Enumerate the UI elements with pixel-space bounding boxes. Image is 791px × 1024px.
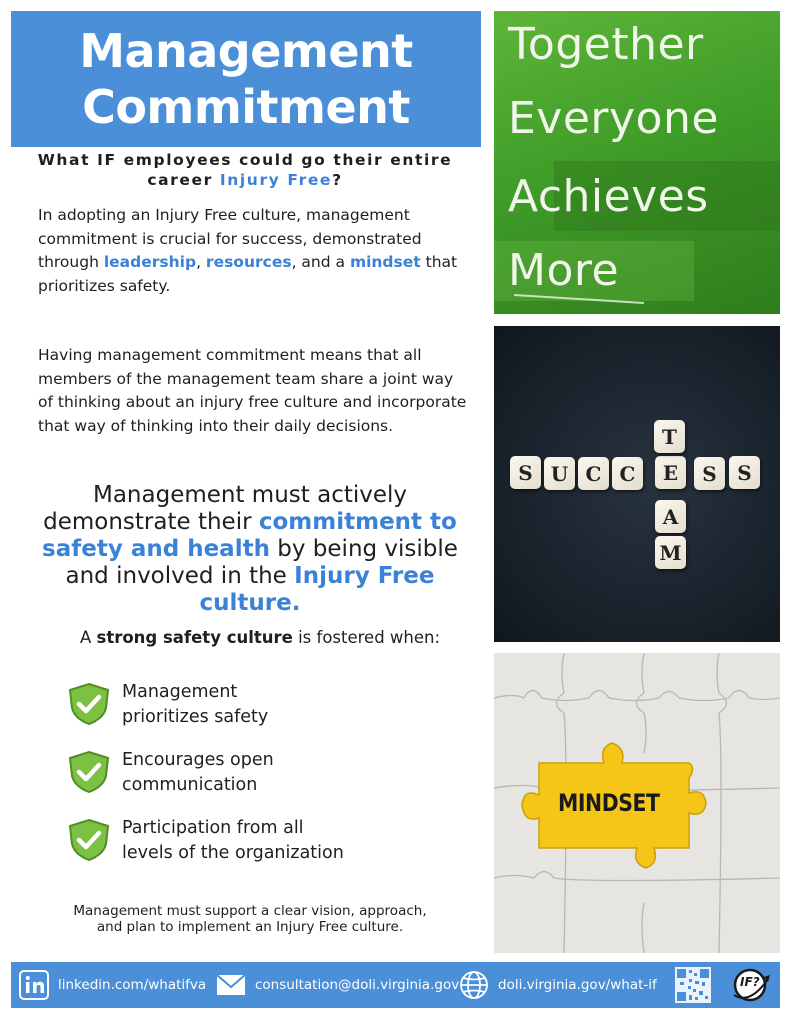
- linkedin-icon: [19, 970, 49, 1000]
- checklist-item: [66, 816, 466, 876]
- email-link[interactable]: consultation@doli.virginia.gov: [255, 977, 460, 993]
- title-banner: [11, 11, 481, 147]
- checklist-line-1: Encourages open: [122, 750, 274, 770]
- callout-statement: [30, 482, 470, 617]
- checklist-line-1: Participation from all: [122, 818, 304, 838]
- checklist-text: [122, 816, 442, 866]
- para1-bold-leadership: leadership: [103, 253, 197, 271]
- intro-paragraph: [38, 204, 468, 298]
- para1-bold-mindset: mindset: [349, 253, 421, 271]
- checklist-text: [122, 680, 442, 730]
- footer-bar: [11, 962, 780, 1008]
- callout-text-1: Management must actively demonstrate their: [43, 482, 408, 535]
- linkedin-link[interactable]: linkedin.com/whatifva: [58, 977, 207, 993]
- if-logo: [730, 962, 772, 1008]
- closing-statement: Management must support a clear vision, approach, and plan to implement an Injury Free culture.: [73, 903, 427, 935]
- together-everyone-achieves-more-image: [494, 11, 780, 314]
- checklist-line-2: levels of the organization: [122, 843, 344, 863]
- website-link[interactable]: doli.virginia.gov/what-if: [498, 977, 657, 993]
- title-line-1: Management: [79, 24, 413, 78]
- letter-tile: C: [612, 457, 643, 490]
- subtitle-end: ?: [332, 171, 343, 189]
- footer-website[interactable]: [459, 962, 657, 1008]
- letter-tile: U: [544, 457, 575, 490]
- fostered-bold: strong safety culture: [96, 628, 293, 647]
- puzzle-label: MINDSET: [558, 789, 660, 817]
- checklist-item: [66, 748, 466, 808]
- if-logo-text: IF?: [740, 975, 760, 989]
- second-paragraph: Having management commitment means that all members of the management team share a joint way of thinking about an injury free culture and incorporate that way of thinking into their daily decisions.: [38, 346, 467, 435]
- fostered-heading: [40, 628, 480, 647]
- callout-bold-2: Injury Free culture.: [199, 563, 435, 616]
- checklist-text: [122, 748, 442, 798]
- footer-linkedin[interactable]: [19, 962, 206, 1008]
- para1-text-4: that prioritizes safety.: [38, 253, 458, 295]
- para1-text-2: ,: [196, 253, 206, 271]
- para1-text-1: In adopting an Injury Free culture, management commitment is crucial for success, demonstrated through: [38, 206, 422, 271]
- letter-tile: M: [655, 536, 686, 569]
- subtitle-highlight: Injury Free: [219, 171, 333, 189]
- letter-tile: S: [729, 456, 760, 489]
- callout-bold-1: commitment to safety and health: [42, 509, 457, 562]
- mindset-puzzle-image: [494, 653, 780, 953]
- footer-email[interactable]: [216, 962, 459, 1008]
- fostered-text-2: is fostered when:: [292, 628, 441, 647]
- globe-icon: [459, 970, 489, 1000]
- check-shield-icon: [66, 818, 112, 862]
- letter-tile: A: [655, 500, 686, 533]
- fostered-text-1: A: [79, 628, 97, 647]
- letter-tile: E: [655, 456, 686, 489]
- check-shield-icon: [66, 682, 112, 726]
- para1-bold-resources: resources: [205, 253, 292, 271]
- chalk-word: Achieves: [508, 171, 709, 222]
- success-team-tiles-image: [494, 326, 780, 642]
- letter-tile: T: [654, 420, 685, 453]
- checklist-item: [66, 680, 466, 740]
- chalk-word: Together: [508, 19, 704, 70]
- callout-text-2: by being visible and involved in the: [65, 536, 458, 589]
- letter-tile: S: [694, 457, 725, 490]
- chalk-word: More: [508, 245, 620, 296]
- title-line-2: Commitment: [82, 80, 410, 134]
- subtitle-text: What IF employees could go their entire career: [37, 151, 453, 189]
- checklist-line-2: prioritizes safety: [122, 707, 269, 727]
- letter-tile: C: [578, 457, 609, 490]
- para1-text-3: , and a: [291, 253, 350, 271]
- check-shield-icon: [66, 750, 112, 794]
- subtitle: [20, 150, 470, 190]
- qr-code-icon[interactable]: [675, 962, 711, 1008]
- email-envelope-icon: [216, 974, 246, 996]
- letter-tile: S: [510, 456, 541, 489]
- checklist-line-1: Management: [122, 682, 238, 702]
- chalk-word: Everyone: [508, 93, 719, 144]
- checklist-line-2: communication: [122, 775, 258, 795]
